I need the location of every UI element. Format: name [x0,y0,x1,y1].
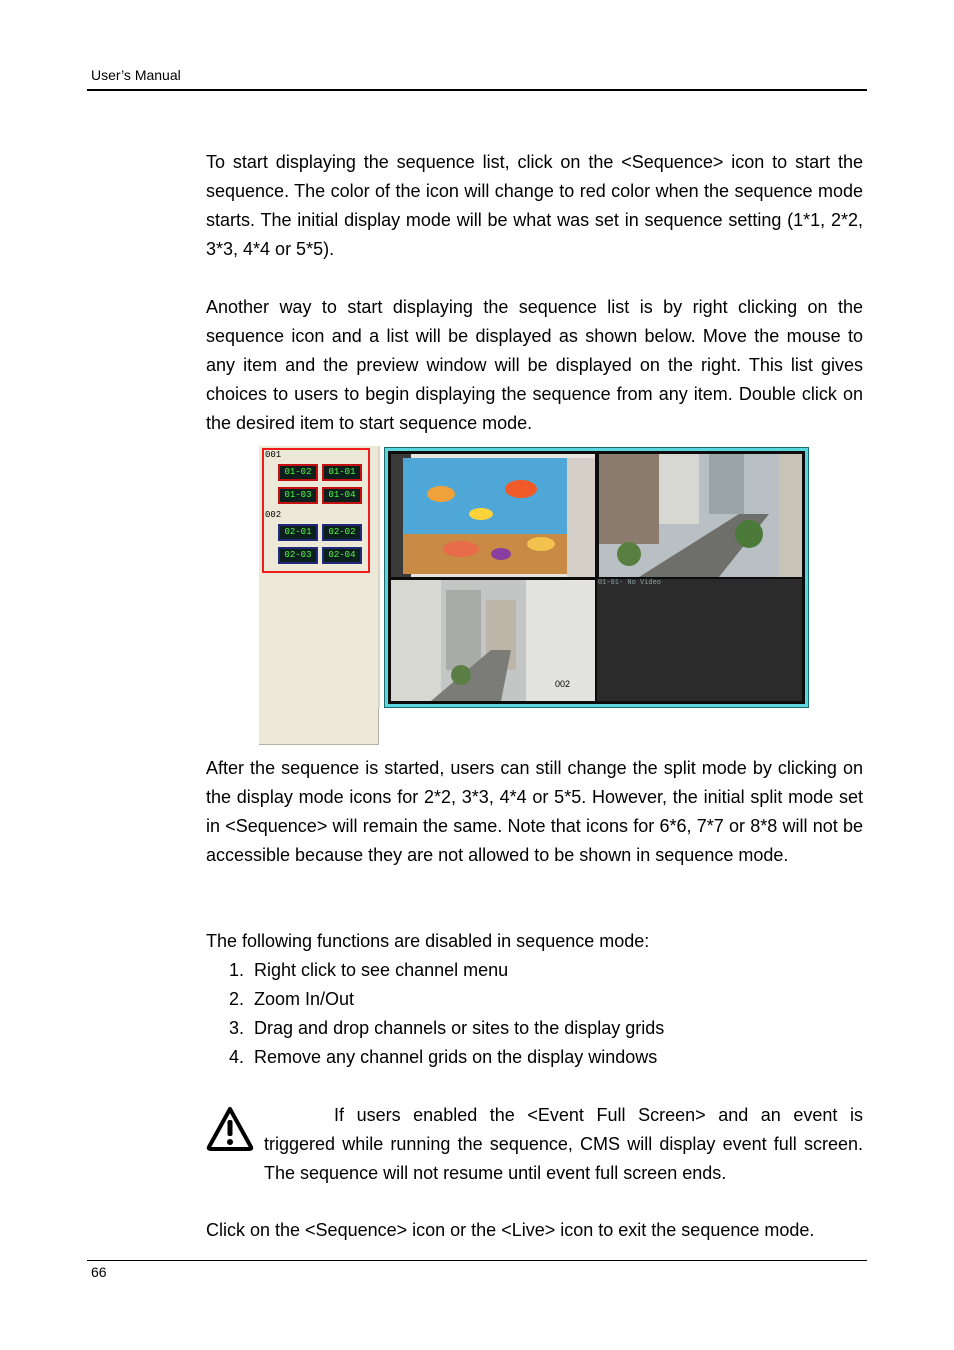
sequence-item[interactable]: 02-03 [278,547,318,564]
list-item: 4. Remove any channel grids on the display windows [228,1047,658,1067]
page-number: 66 [91,1264,107,1280]
street-image [599,454,802,577]
sequence-group-label: 002 [265,510,282,520]
sequence-item[interactable]: 01-01 [322,464,362,481]
sequence-item[interactable]: 02-04 [322,547,362,564]
warning-icon [206,1106,254,1152]
paragraph-exit-sequence: Click on the <Sequence> icon or the <Live> icon to exit the sequence mode. [206,1220,815,1240]
camera-view-street [599,454,802,577]
sequence-item[interactable]: 01-03 [278,487,318,504]
aquarium-image [391,454,595,577]
sequence-item[interactable]: 02-02 [322,524,362,541]
sequence-item[interactable]: 02-01 [278,524,318,541]
paragraph-split-mode: After the sequence is started, users can still change the split mode by clicking on the display mode icons for 2*2, 3*3, 4*4 or 5*5. However, the initial split mode set in <Sequence> will remain the same. Note that icons for 6*6, 7*7 or 8*8 will not be accessible because they are not allowed to be shown in sequence mode. [206,758,863,865]
disabled-functions-list [206,956,863,1072]
paragraph-start-sequence: To start displaying the sequence list, click on the <Sequence> icon to start the sequence. The color of the icon will change to red color when the sequence mode starts. The initial display mode will be what was set in sequence setting (1*1, 2*2, 3*3, 4*4 or 5*5). [206,152,863,259]
footer-rule [87,1260,867,1261]
camera-view-empty [597,579,802,701]
camera-view-aquarium [391,454,595,577]
paragraph-disabled-intro: The following functions are disabled in sequence mode: [206,931,650,951]
panel-divider [378,446,380,708]
no-video-label: 01-01- No Video [598,579,662,587]
sequence-item[interactable]: 01-02 [278,464,318,481]
header-rule [87,89,867,91]
list-item: 3. Drag and drop channels or sites to the display grids [228,1018,665,1038]
list-item: 2. Zoom In/Out [228,989,355,1009]
paragraph-event-full-screen-note: If users enabled the <Event Full Screen> and an event is triggered while running the sequence, CMS will display event full screen. The sequence will not resume until event full screen ends. [264,1105,863,1183]
running-header: User’s Manual [91,67,181,83]
paragraph-right-click-list: Another way to start displaying the sequence list is by right clicking on the sequence icon and a list will be displayed as shown below. Move the mouse to any item and the preview window will be displayed on the right. This list gives choices to users to begin displaying the sequence from any item. Double click on the desired item to start sequence mode. [206,297,863,433]
list-item: 1. Right click to see channel menu [228,960,509,980]
sequence-item[interactable]: 01-04 [322,487,362,504]
sequence-group-label: 001 [265,450,282,460]
camera-overlay-label: 002 [555,679,571,689]
